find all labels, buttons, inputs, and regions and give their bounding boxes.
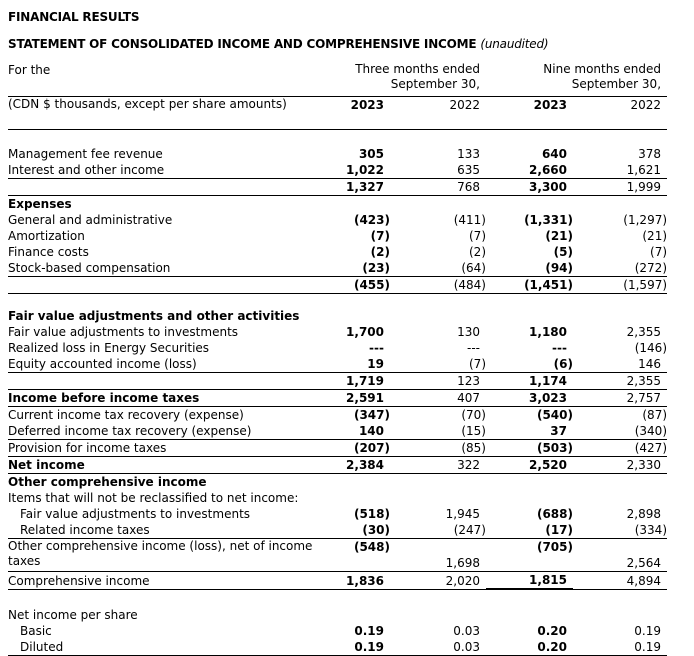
cell-value: 305	[358, 147, 384, 161]
cell-value: 0.19	[573, 639, 667, 656]
table-row	[8, 623, 667, 639]
cell-value: (15)	[390, 423, 486, 440]
table-row	[8, 440, 667, 457]
table-row	[8, 146, 667, 162]
cell-value: 123	[390, 373, 486, 390]
cell-value: (2)	[370, 245, 390, 259]
cell-value: (1,597)	[573, 277, 667, 294]
cell-value: 3,300	[486, 179, 573, 196]
nine-months-header	[486, 62, 667, 97]
cell-value: (64)	[390, 260, 486, 277]
cell-value: 0.19	[313, 639, 390, 656]
cell-value: (347)	[353, 408, 390, 422]
cell-value: (2)	[469, 245, 486, 259]
cell-value: 768	[390, 179, 486, 196]
nine-months-line2: September 30,	[571, 77, 662, 91]
row-label: Equity accounted income (loss)	[8, 356, 313, 373]
cell-value: (484)	[390, 277, 486, 294]
cell-value: 2,355	[573, 373, 667, 390]
cell-value: (455)	[313, 277, 390, 294]
year-2023-ytd: 2023	[486, 97, 573, 130]
statement-name: STATEMENT OF CONSOLIDATED INCOME AND COMPREHENSIVE INCOME	[8, 37, 477, 51]
cell-value: 2,591	[313, 390, 390, 407]
cell-value: 640	[541, 147, 567, 161]
income-statement-table	[8, 62, 667, 656]
cell-value: 1,022	[313, 162, 390, 179]
cell-value: 1,945	[445, 507, 480, 521]
cell-value: (411)	[453, 213, 486, 227]
row-label: Management fee revenue	[8, 147, 163, 161]
cell-value: 0.03	[453, 624, 480, 638]
row-label: Net income	[8, 457, 313, 474]
row-label	[8, 373, 313, 390]
year-header-row	[8, 97, 667, 130]
table-row	[8, 162, 667, 179]
cell-value: (7)	[469, 229, 486, 243]
cell-value: (272)	[573, 260, 667, 277]
row-label: Fair value adjustments to investments	[20, 507, 251, 521]
cell-value: 0.19	[634, 624, 662, 638]
year-2023-q: 2023	[313, 97, 390, 130]
cell-value: (1,451)	[486, 277, 573, 294]
row-label: Interest and other income	[8, 162, 313, 179]
subheading: Items that will not be reclassified to net income:	[8, 491, 299, 505]
cell-value: 2,330	[573, 457, 667, 474]
cell-value: 146	[573, 356, 667, 373]
cell-value: 3,023	[486, 390, 573, 407]
cell-value: (6)	[486, 356, 573, 373]
cell-value: 2,564	[573, 539, 667, 572]
section-heading-row	[8, 294, 667, 325]
cell-value: 2,355	[626, 325, 662, 339]
row-label: Related income taxes	[8, 522, 313, 539]
cell-value: (688)	[536, 507, 573, 521]
cell-value: 0.20	[537, 624, 567, 638]
row-label: Provision for income taxes	[8, 440, 313, 457]
cell-value: 133	[457, 147, 480, 161]
table-row	[8, 324, 667, 340]
row-label: General and administrative	[8, 213, 173, 227]
cell-value: (518)	[353, 507, 390, 521]
cell-value: (247)	[390, 522, 486, 539]
section-heading: Expenses	[8, 197, 72, 211]
table-row-subtotal	[8, 179, 667, 196]
cell-value: (30)	[313, 522, 390, 539]
statement-title	[8, 37, 548, 51]
section-heading: Fair value adjustments and other activities	[8, 309, 300, 323]
spacer-row	[8, 589, 667, 607]
cell-value: (207)	[313, 440, 390, 457]
cell-value: (1,331)	[524, 213, 573, 227]
cell-value: (85)	[390, 440, 486, 457]
table-row	[8, 423, 667, 440]
cell-value: 140	[313, 423, 390, 440]
cell-value: 130	[457, 325, 480, 339]
period-header-row	[8, 62, 667, 97]
cell-value: 0.19	[354, 624, 384, 638]
cell-value: 1,999	[573, 179, 667, 196]
table-row	[8, 539, 667, 572]
spacer-row	[8, 130, 667, 147]
row-label: Realized loss in Energy Securities	[8, 341, 210, 355]
cell-value: (705)	[486, 539, 573, 572]
table-row-total	[8, 457, 667, 474]
cell-value: ---	[369, 341, 384, 355]
row-label: Amortization	[8, 229, 85, 243]
row-label: Stock-based compensation	[8, 260, 313, 277]
row-label	[8, 277, 313, 294]
table-row	[8, 506, 667, 522]
cell-value: (1,297)	[623, 213, 668, 227]
table-row-subtotal	[8, 277, 667, 294]
cell-value: (7)	[650, 245, 668, 259]
cell-value: (146)	[634, 341, 668, 355]
cell-value: 2,757	[573, 390, 667, 407]
cell-value: 407	[390, 390, 486, 407]
table-row	[8, 356, 667, 373]
cell-value: 635	[390, 162, 486, 179]
cell-value: (21)	[642, 229, 668, 243]
cell-value: (70)	[461, 408, 486, 422]
cell-value: (7)	[390, 356, 486, 373]
cell-value: 1,700	[346, 325, 384, 339]
cell-value: 2,898	[626, 507, 662, 521]
cell-value: 4,894	[573, 572, 667, 590]
cell-value: (340)	[573, 423, 667, 440]
table-row-total	[8, 390, 667, 407]
cell-value: (5)	[553, 245, 573, 259]
cell-value: 1,698	[390, 539, 486, 572]
cell-value: 1,719	[313, 373, 390, 390]
cell-value: 1,174	[486, 373, 573, 390]
cell-value: 1,621	[573, 162, 667, 179]
document-title: FINANCIAL RESULTS	[8, 10, 140, 24]
cell-value: (540)	[536, 408, 573, 422]
section-heading: Other comprehensive income	[8, 475, 207, 489]
cell-value: (21)	[545, 229, 573, 243]
cell-value: 2,520	[486, 457, 573, 474]
row-label: Comprehensive income	[8, 572, 313, 590]
row-label: Current income tax recovery (expense)	[8, 408, 244, 422]
cell-value: (7)	[370, 229, 390, 243]
cell-value: 37	[486, 423, 573, 440]
three-months-line1: Three months ended	[355, 62, 480, 76]
row-label: Income before income taxes	[8, 390, 313, 407]
table-row	[8, 522, 667, 539]
cell-value: 1,815	[486, 572, 573, 590]
row-label: Diluted	[8, 639, 313, 656]
table-row-subtotal	[8, 373, 667, 390]
cell-value: (23)	[313, 260, 390, 277]
table-row	[8, 244, 667, 260]
row-label: Basic	[20, 624, 52, 638]
three-months-line2: September 30,	[390, 77, 480, 91]
units-label: (CDN $ thousands, except per share amounts)	[8, 97, 313, 130]
cell-value: (503)	[486, 440, 573, 457]
cell-value: (334)	[573, 522, 667, 539]
cell-value: ---	[552, 341, 567, 355]
table-row	[8, 407, 667, 424]
cell-value: 1,180	[529, 325, 567, 339]
table-row	[8, 212, 667, 228]
row-label: Finance costs	[8, 245, 89, 259]
section-heading-row	[8, 474, 667, 491]
nine-months-line1: Nine months ended	[543, 62, 662, 76]
row-label: Other comprehensive income (loss), net of income taxes	[8, 539, 313, 572]
cell-value: 2,660	[486, 162, 573, 179]
section-heading-row	[8, 196, 667, 213]
for-the-label: For the	[8, 62, 313, 97]
three-months-header	[313, 62, 486, 97]
cell-value: 378	[638, 147, 662, 161]
table-row	[8, 260, 667, 277]
cell-value: 2,020	[390, 572, 486, 590]
section-heading: Net income per share	[8, 608, 138, 622]
cell-value: ---	[467, 341, 480, 355]
cell-value: (548)	[313, 539, 390, 572]
cell-value: 2,384	[313, 457, 390, 474]
year-2022-q: 2022	[390, 97, 486, 130]
year-2022-ytd: 2022	[573, 97, 667, 130]
section-heading-row	[8, 607, 667, 623]
table-row	[8, 639, 667, 656]
cell-value: 322	[390, 457, 486, 474]
cell-value: 1,327	[313, 179, 390, 196]
cell-value: (17)	[486, 522, 573, 539]
cell-value: 0.03	[390, 639, 486, 656]
cell-value: (87)	[642, 408, 668, 422]
cell-value: 0.20	[486, 639, 573, 656]
cell-value: (94)	[486, 260, 573, 277]
unaudited-note: (unaudited)	[480, 37, 549, 51]
table-row	[8, 340, 667, 356]
row-label: Fair value adjustments to investments	[8, 325, 239, 339]
cell-value: (423)	[353, 213, 390, 227]
cell-value: 1,836	[313, 572, 390, 590]
cell-value: (427)	[573, 440, 667, 457]
table-row	[8, 228, 667, 244]
subheading-row	[8, 490, 667, 506]
row-label: Deferred income tax recovery (expense)	[8, 423, 313, 440]
cell-value: 19	[313, 356, 390, 373]
table-row-total	[8, 572, 667, 590]
row-label	[8, 179, 313, 196]
